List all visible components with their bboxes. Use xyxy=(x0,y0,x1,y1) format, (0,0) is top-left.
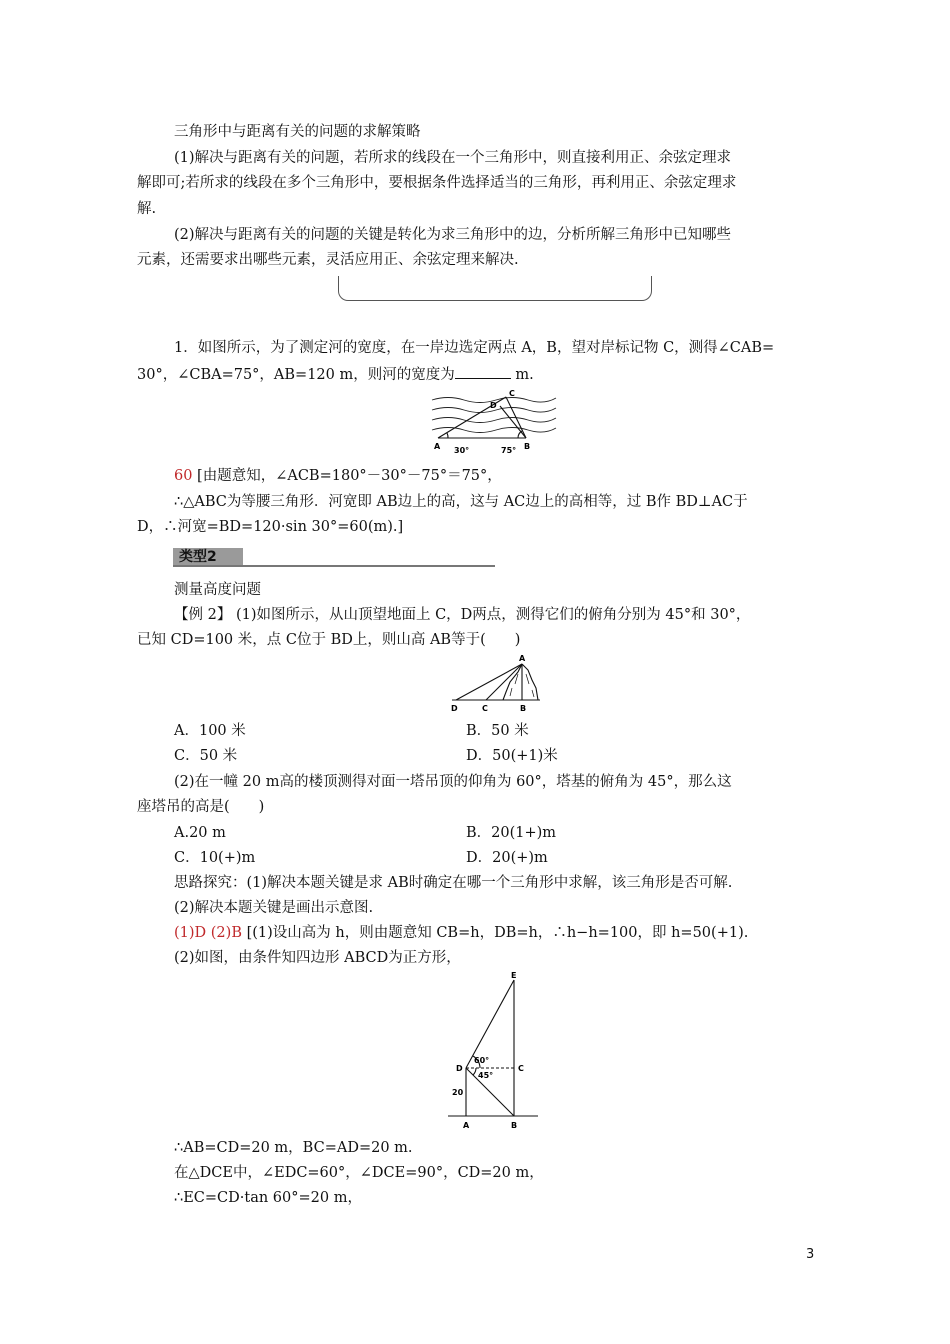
answer-1-value: 60 xyxy=(174,468,193,484)
answer-2-line-1 xyxy=(174,923,748,943)
label-c: C xyxy=(482,704,488,713)
strategy-paragraph-2-line-2: 元素，还需要求出哪些元素，灵活应用正、余弦定理来解决. xyxy=(137,252,519,268)
section-title: 测量高度问题 xyxy=(174,582,261,598)
example-2-option-d: D．50(+1)米 xyxy=(466,748,558,764)
answer-2-line-4: 在△DCE中，∠EDC=60°，∠DCE=90°，CD=20 m， xyxy=(174,1165,544,1181)
mountain-figure xyxy=(448,652,548,714)
label-b: B xyxy=(511,1121,518,1130)
type-badge xyxy=(173,548,495,566)
height-label: 20 xyxy=(452,1088,464,1097)
strategy-paragraph-1-line-1: (1)解决与距离有关的问题，若所求的线段在一个三角形中，则直接利用正、余弦定理求 xyxy=(174,150,732,166)
note-frame xyxy=(338,276,652,301)
answer-1-line-3: D，∴河宽=BD=120·sin 30°=60(m).] xyxy=(137,519,404,535)
label-a: A xyxy=(519,654,526,663)
question-1-line-2 xyxy=(137,364,534,385)
label-d: D xyxy=(456,1064,463,1073)
example-2-option-b: B．50 米 xyxy=(466,723,529,739)
label-e: E xyxy=(511,971,517,980)
strategy-paragraph-1-line-3: 解. xyxy=(137,201,157,217)
question-1-text: 30°，∠CBA=75°，AB=120 m，则河的宽度为 xyxy=(137,367,455,383)
strategy-title: 三角形中与距离有关的问题的求解策略 xyxy=(174,124,421,140)
example-2-line-1: 【例 2】 (1)如图所示，从山顶望地面上 C，D两点，测得它们的俯角分别为 45°和 30°， xyxy=(174,607,751,623)
label-a: A xyxy=(463,1121,470,1130)
type-badge-label: 类型2 xyxy=(179,549,217,565)
label-a: A xyxy=(434,442,441,451)
answer-2-choices: (1)D (2)B xyxy=(174,925,242,941)
angle-a-label: 30° xyxy=(454,446,470,455)
angle-45-label: 45° xyxy=(478,1071,494,1080)
answer-1-line-1 xyxy=(174,466,502,486)
answer-2-line-5: ∴EC=CD·tan 60°=20 m， xyxy=(174,1190,362,1206)
sight-line-c xyxy=(486,664,522,700)
answer-1-text: [由题意知，∠ACB=180°－30°－75°＝75°， xyxy=(192,468,502,484)
mountain-slope-right xyxy=(522,664,538,700)
example-2-part-2-option-d: D．20(+)m xyxy=(466,850,548,866)
answer-2-text: [(1)设山高为 h，则由题意知 CB=h，DB=h，∴h−h=100，即 h=50(+1). xyxy=(241,925,749,941)
thinking-line-2: (2)解决本题关键是画出示意图. xyxy=(174,900,374,916)
river-figure xyxy=(430,386,560,458)
label-b: B xyxy=(524,442,531,451)
page-number: 3 xyxy=(806,1247,815,1262)
example-2-part-2-line-2: 座塔吊的高是( ) xyxy=(137,799,265,815)
strategy-paragraph-1-line-2: 解即可;若所求的线段在多个三角形中，要根据条件选择适当的三角形，再利用正、余弦定理求 xyxy=(137,175,737,191)
angle-45-arc xyxy=(473,1068,476,1075)
question-1-unit: m. xyxy=(510,367,534,383)
label-c: C xyxy=(509,389,515,398)
answer-blank xyxy=(455,364,511,379)
example-2-option-c: C．50 米 xyxy=(174,748,238,764)
type-badge-rule xyxy=(173,565,495,567)
question-1-line-1: 1．如图所示，为了测定河的宽度，在一岸边选定两点 A，B，望对岸标记物 C，测得∠CAB= xyxy=(174,340,775,356)
river-wave xyxy=(432,418,556,423)
label-d: D xyxy=(451,704,458,713)
answer-2-line-2: (2)如图，由条件知四边形 ABCD为正方形， xyxy=(174,950,461,966)
strategy-paragraph-2-line-1: (2)解决与距离有关的问题的关键是转化为求三角形中的边，分析所解三角形中已知哪些 xyxy=(174,227,732,243)
tower-figure xyxy=(446,968,542,1130)
example-2-part-2-line-1: (2)在一幢 20 m高的楼顶测得对面一塔吊顶的仰角为 60°，塔基的俯角为 45°，那么这 xyxy=(174,774,732,790)
answer-1-line-2: ∴△ABC为等腰三角形．河宽即 AB边上的高，这与 AC边上的高相等，过 B作 BD⊥AC于 xyxy=(174,494,748,510)
angle-60-label: 60° xyxy=(474,1056,490,1065)
example-2-part-2-option-c: C．10(+)m xyxy=(174,850,256,866)
answer-2-line-3: ∴AB=CD=20 m，BC=AD=20 m. xyxy=(174,1140,413,1156)
angle-b-label: 75° xyxy=(501,446,517,455)
thinking-line-1: 思路探究：(1)解决本题关键是求 AB时确定在哪一个三角形中求解，该三角形是否可解. xyxy=(174,875,733,891)
example-2-line-2: 已知 CD=100 米，点 C位于 BD上，则山高 AB等于( ) xyxy=(137,632,521,648)
angle-a-arc xyxy=(447,433,448,438)
label-d: D xyxy=(490,401,497,410)
example-2-part-2-option-b: B．20(1+)m xyxy=(466,825,557,841)
sight-line-de xyxy=(466,980,514,1068)
label-b: B xyxy=(520,704,527,713)
sight-line-d xyxy=(456,664,522,700)
example-2-part-2-option-a: A.20 m xyxy=(174,825,226,841)
example-2-option-a: A．100 米 xyxy=(174,723,246,739)
label-c: C xyxy=(518,1064,524,1073)
